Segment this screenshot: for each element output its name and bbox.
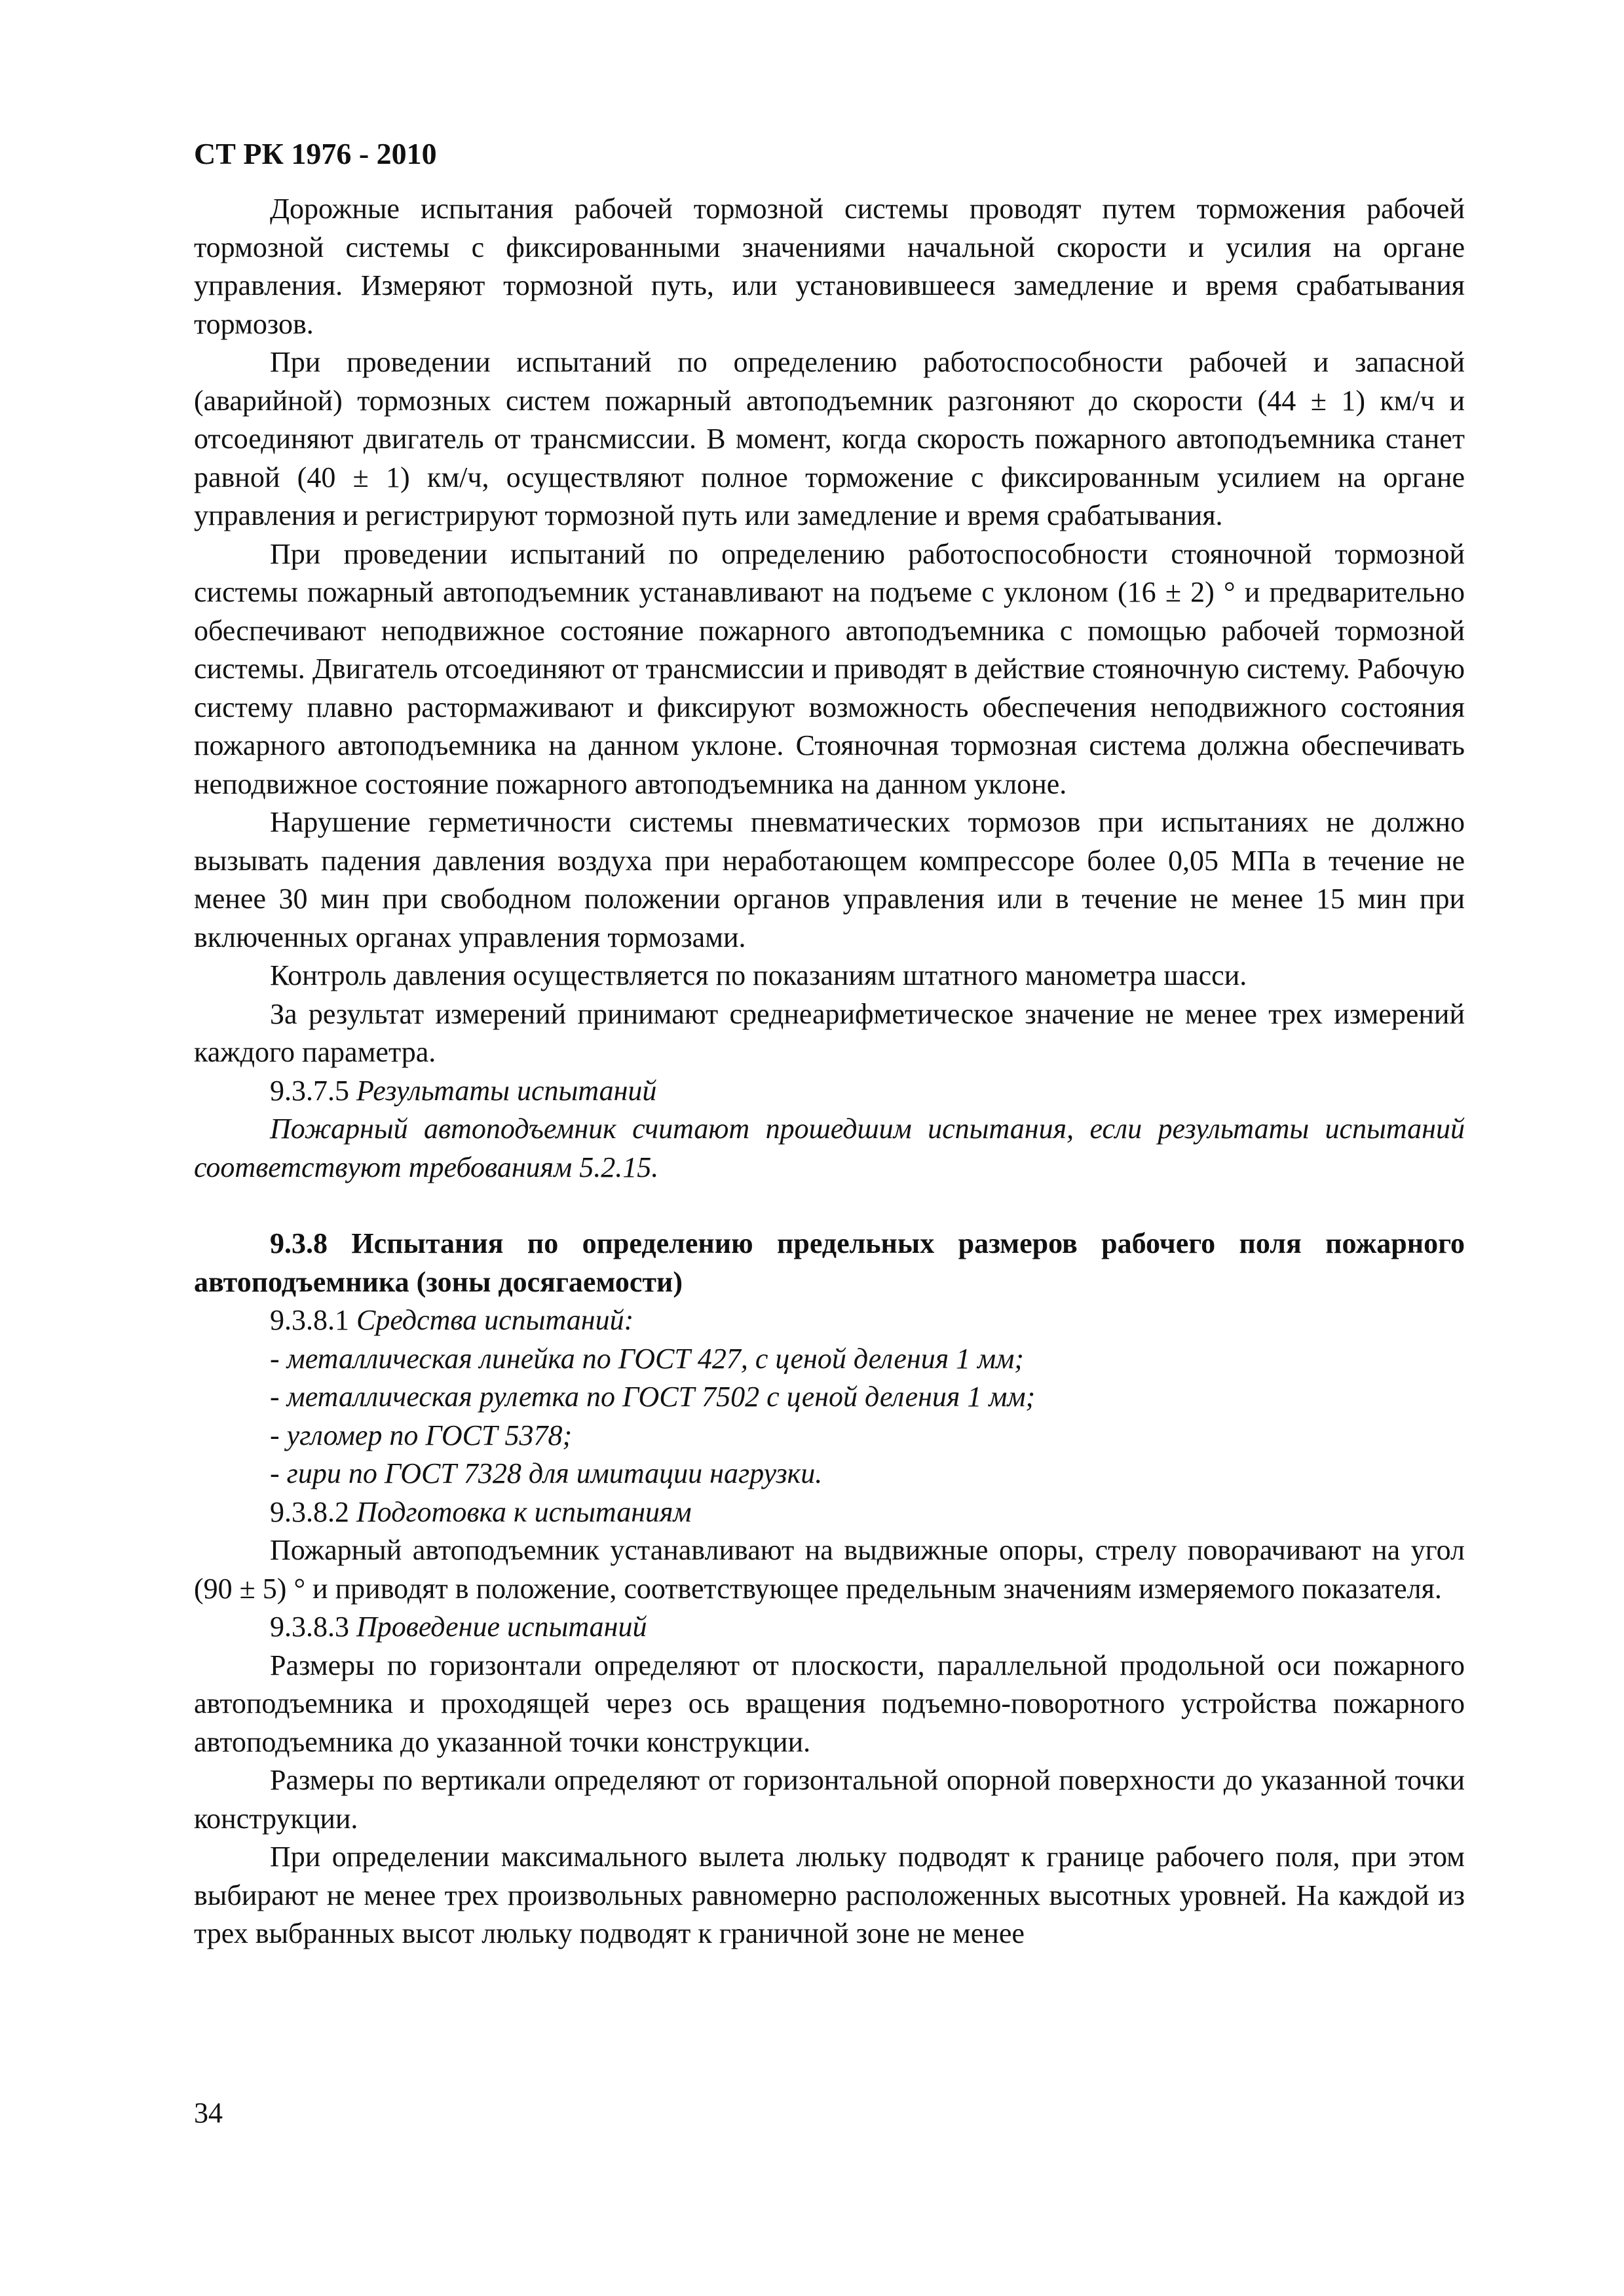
paragraph-preparation: Пожарный автоподъемник устанавливают на выдвижные опоры, стрелу поворачивают на угол (90 ± 5) ° и приводят в положение, соответствующее предельным значениям измеряемого показателя.	[194, 1534, 1465, 1605]
subsection-title-text: Проведение испытаний	[356, 1611, 647, 1643]
paragraph-measurement-result: За результат измерений принимают среднеарифметическое значение не менее трех измерений каждого параметра.	[194, 997, 1465, 1068]
subsection-9381-title	[194, 1301, 1465, 1340]
document-code-header: СТ РК 1976 - 2010	[194, 137, 437, 170]
page-body	[194, 190, 1465, 1953]
subsection-number: 9.3.8.3	[270, 1611, 356, 1643]
list-item-tape-measure: - металлическая рулетка по ГОСТ 7502 с ценой деления 1 мм;	[270, 1381, 1036, 1413]
subsection-number: 9.3.7.5	[270, 1074, 356, 1107]
paragraph-test-results: Пожарный автоподъемник считают прошедшим испытания, если результаты испытаний соответствуют требованиям 5.2.15.	[194, 1113, 1465, 1183]
page-number: 34	[194, 2097, 223, 2129]
list-item-weights: - гири по ГОСТ 7328 для имитации нагрузки.	[270, 1457, 823, 1489]
paragraph-parking-brake-test: При проведении испытаний по определению работоспособности стояночной тормозной системы пожарный автоподъемник устанавливают на подъеме с уклоном (16 ± 2) ° и предварительно обеспечивают неподвижное состояние пожарного автоподъемника с помощью рабочей тормозной системы. Двигатель отсоединяют от трансмиссии и приводят в действие стояночную систему. Рабочую систему плавно растормаживают и фиксируют возможность обеспечения неподвижного состояния пожарного автоподъемника на данном уклоне. Стояночная тормозная система должна обеспечивать неподвижное состояние пожарного автоподъемника на данном уклоне.	[194, 537, 1465, 800]
paragraph-service-brake-test: При проведении испытаний по определению работоспособности рабочей и запасной (аварийной) тормозных систем пожарный автоподъемник разгоняют до скорости (44 ± 1) км/ч и отсоединяют двигатель от трансмиссии. В момент, когда скорость пожарного автоподъемника станет равной (40 ± 1) км/ч, осуществляют полное торможение с фиксированным усилием на органе управления и регистрируют тормозной путь или замедление и время срабатывания.	[194, 346, 1465, 531]
list-item-ruler: - металлическая линейка по ГОСТ 427, с ценой деления 1 мм;	[270, 1342, 1024, 1375]
paragraph-vertical-dimensions: Размеры по вертикали определяют от горизонтальной опорной поверхности до указанной точки конструкции.	[194, 1764, 1465, 1835]
paragraph-pneumatic-leak: Нарушение герметичности системы пневматических тормозов при испытаниях не должно вызывать падения давления воздуха при неработающем компрессоре более 0,05 МПа в течение не менее 30 мин при свободном положении органов управления или в течение не менее 15 мин при включенных органах управления тормозами.	[194, 806, 1465, 953]
subsection-number: 9.3.8.2	[270, 1495, 356, 1528]
subsection-9382-title	[194, 1493, 1465, 1532]
subsection-title-text: Подготовка к испытаниям	[356, 1495, 692, 1528]
subsection-number: 9.3.8.1	[270, 1304, 356, 1336]
paragraph-max-reach: При определении максимального вылета люльку подводят к границе рабочего поля, при этом выбирают не менее трех произвольных равномерно расположенных высотных уровней. На каждой из трех выбранных высот люльку подводят к граничной зоне не менее	[194, 1841, 1465, 1949]
paragraph-pressure-control: Контроль давления осуществляется по показаниям штатного манометра шасси.	[270, 959, 1247, 991]
subsection-9375-title	[194, 1072, 1465, 1111]
subsection-title-text: Результаты испытаний	[356, 1074, 657, 1107]
subsection-9383-title	[194, 1608, 1465, 1647]
paragraph-horizontal-dimensions: Размеры по горизонтали определяют от плоскости, параллельной продольной оси пожарного автоподъемника и проходящей через ось вращения подъемно-поворотного устройства пожарного автоподъемника до указанной точки конструкции.	[194, 1649, 1465, 1758]
section-938-heading: 9.3.8 Испытания по определению предельных размеров рабочего поля пожарного автоподъемника (зоны досягаемости)	[194, 1227, 1465, 1298]
list-item-goniometer: - угломер по ГОСТ 5378;	[270, 1419, 573, 1451]
subsection-title-text: Средства испытаний:	[356, 1304, 634, 1336]
paragraph-road-tests: Дорожные испытания рабочей тормозной системы проводят путем торможения рабочей тормозной системы с фиксированными значениями начальной скорости и усилия на органе управления. Измеряют тормозной путь, или установившееся замедление и время срабатывания тормозов.	[194, 193, 1465, 340]
